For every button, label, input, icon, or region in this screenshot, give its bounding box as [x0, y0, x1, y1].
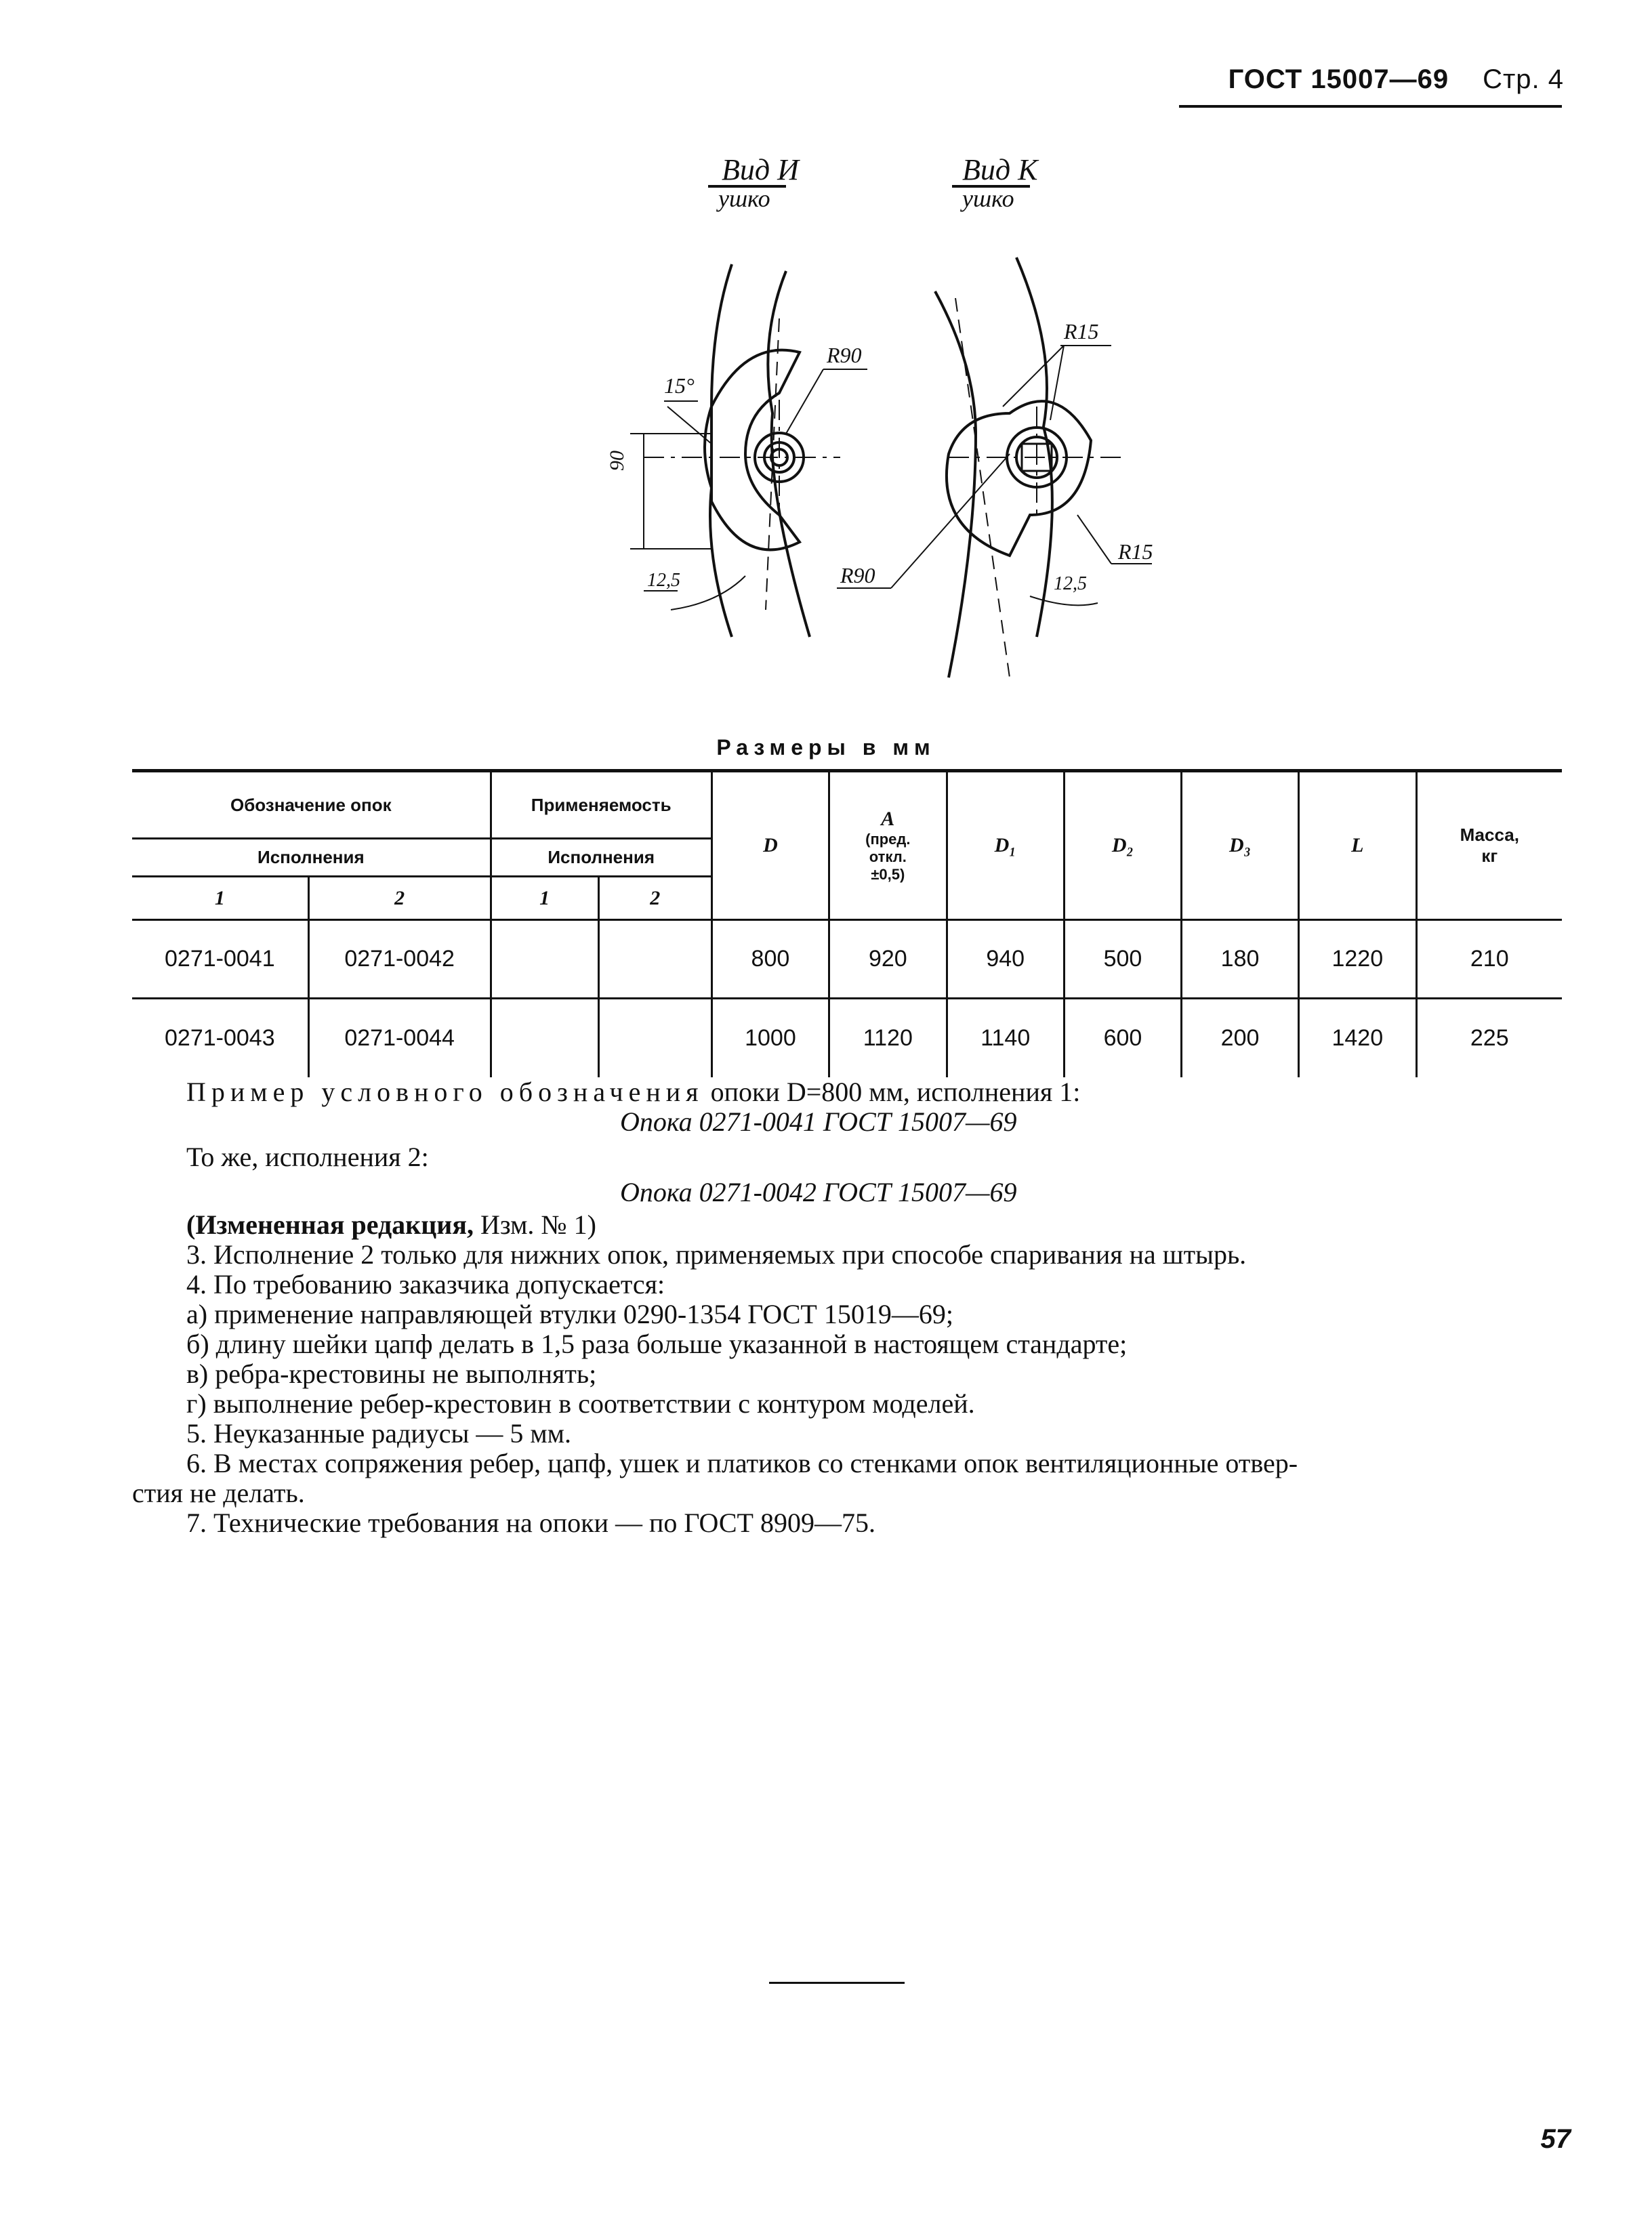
- cell-a: 920: [829, 920, 947, 999]
- cell-d: 1000: [711, 999, 829, 1077]
- th-a-note1: (пред.: [865, 831, 911, 848]
- item-7: 7. Технические требования на опоки — по ГОСТ 8909—75.: [186, 1508, 875, 1538]
- cell-d1: 1140: [947, 999, 1064, 1077]
- page-label: Стр. 4: [1483, 64, 1564, 94]
- cell-d3: 180: [1181, 920, 1298, 999]
- example-line: [132, 1077, 1562, 1107]
- cell-d1: 940: [947, 920, 1064, 999]
- cell-l: 1420: [1299, 999, 1416, 1077]
- item-4b: б) длину шейки цапф делать в 1,5 раза больше указанной в настоящем стандарте;: [186, 1329, 1128, 1359]
- same-line: То же, исполнения 2:: [186, 1142, 429, 1172]
- th-d2: D₂: [1064, 771, 1181, 920]
- th-mass: [1416, 771, 1562, 920]
- example-label: Пример условного обозначения: [186, 1077, 704, 1107]
- example-code-2: Опока 0271-0042 ГОСТ 15007—69: [620, 1177, 1017, 1207]
- th-a-symbol: A: [881, 808, 895, 830]
- page-number: 57: [1540, 2124, 1571, 2154]
- end-rule: [769, 1982, 905, 1984]
- th-exec-1: 1: [132, 877, 308, 920]
- page-header: [1228, 64, 1564, 95]
- view-i-dim-125: 12,5: [647, 570, 680, 591]
- technical-drawing: [542, 136, 1220, 725]
- edition-bold: (Измененная редакция,: [186, 1209, 474, 1240]
- cell-exec2: 0271-0044: [308, 999, 491, 1077]
- view-k-r90: R90: [840, 563, 875, 587]
- item-4d: г) выполнение ребер-крестовин в соответствии с контуром моделей.: [186, 1388, 975, 1419]
- item-4c: в) ребра-крестовины не выполнять;: [186, 1358, 597, 1389]
- view-k-title: Вид К: [962, 153, 1038, 186]
- view-i-subtitle: ушко: [718, 185, 770, 212]
- edition-note: [132, 1210, 1562, 1240]
- view-k: [837, 153, 1153, 678]
- example-rest: опоки D=800 мм, исполнения 1:: [703, 1077, 1081, 1107]
- th-a-note2: откл.: [869, 848, 907, 865]
- table-row: [132, 999, 1562, 1077]
- cell-exec1: 0271-0041: [132, 920, 308, 999]
- cell-l: 1220: [1299, 920, 1416, 999]
- item-6-line2: стия не делать.: [132, 1478, 305, 1508]
- view-k-r15-right: R15: [1118, 539, 1153, 564]
- cell-d3: 200: [1181, 999, 1298, 1077]
- th-execution-designation: Исполнения: [132, 839, 491, 877]
- th-exec-2: 2: [308, 877, 491, 920]
- cell-app1: [491, 999, 598, 1077]
- standard-number: ГОСТ 15007—69: [1228, 64, 1449, 94]
- th-mass-line1: Масса,: [1460, 825, 1519, 845]
- view-k-subtitle: ушко: [962, 185, 1014, 212]
- th-d1: D₁: [947, 771, 1064, 920]
- th-applicability: Применяемость: [491, 771, 711, 839]
- th-a-note3: ±0,5): [871, 866, 905, 883]
- cell-d2: 500: [1064, 920, 1181, 999]
- th-d3: D₃: [1181, 771, 1298, 920]
- th-designation: Обозначение опок: [132, 771, 491, 839]
- th-a: [829, 771, 947, 920]
- cell-a: 1120: [829, 999, 947, 1077]
- view-k-dim-125: 12,5: [1054, 573, 1087, 594]
- view-k-r15-top: R15: [1064, 319, 1099, 344]
- th-d: D: [711, 771, 829, 920]
- item-4: 4. По требованию заказчика допускается:: [186, 1269, 665, 1300]
- body-text: [132, 1077, 1562, 1538]
- th-app-2: 2: [598, 877, 711, 920]
- cell-exec1: 0271-0043: [132, 999, 308, 1077]
- table-row: [132, 920, 1562, 999]
- cell-d2: 600: [1064, 999, 1181, 1077]
- cell-app1: [491, 920, 598, 999]
- item-3: 3. Исполнение 2 только для нижних опок, применяемых при способе спаривания на штырь.: [186, 1239, 1247, 1270]
- th-l: L: [1299, 771, 1416, 920]
- header-rule: [1179, 105, 1562, 108]
- th-mass-line2: кг: [1481, 846, 1498, 866]
- th-app-1: 1: [491, 877, 598, 920]
- view-i-r90: R90: [827, 343, 862, 367]
- view-i: [606, 153, 867, 637]
- cell-mass: 210: [1416, 920, 1562, 999]
- cell-app2: [598, 920, 711, 999]
- view-i-angle: 15°: [664, 373, 695, 398]
- item-6-line1: 6. В местах сопряжения ребер, цапф, ушек и платиков со стенками опок вентиляционные отвер-: [186, 1448, 1298, 1478]
- th-execution-applicability: Исполнения: [491, 839, 711, 877]
- view-i-dim-90: 90: [606, 451, 628, 471]
- dimensions-table: [132, 769, 1562, 1077]
- dimensions-caption: Размеры в мм: [716, 735, 936, 760]
- cell-app2: [598, 999, 711, 1077]
- cell-mass: 225: [1416, 999, 1562, 1077]
- cell-exec2: 0271-0042: [308, 920, 491, 999]
- item-5: 5. Неуказанные радиусы — 5 мм.: [186, 1418, 571, 1449]
- item-4a: а) применение направляющей втулки 0290-1354 ГОСТ 15019—69;: [186, 1299, 953, 1329]
- edition-rest: Изм. № 1): [473, 1209, 596, 1240]
- view-i-title: Вид И: [722, 153, 799, 186]
- example-code-1: Опока 0271-0041 ГОСТ 15007—69: [620, 1106, 1017, 1137]
- cell-d: 800: [711, 920, 829, 999]
